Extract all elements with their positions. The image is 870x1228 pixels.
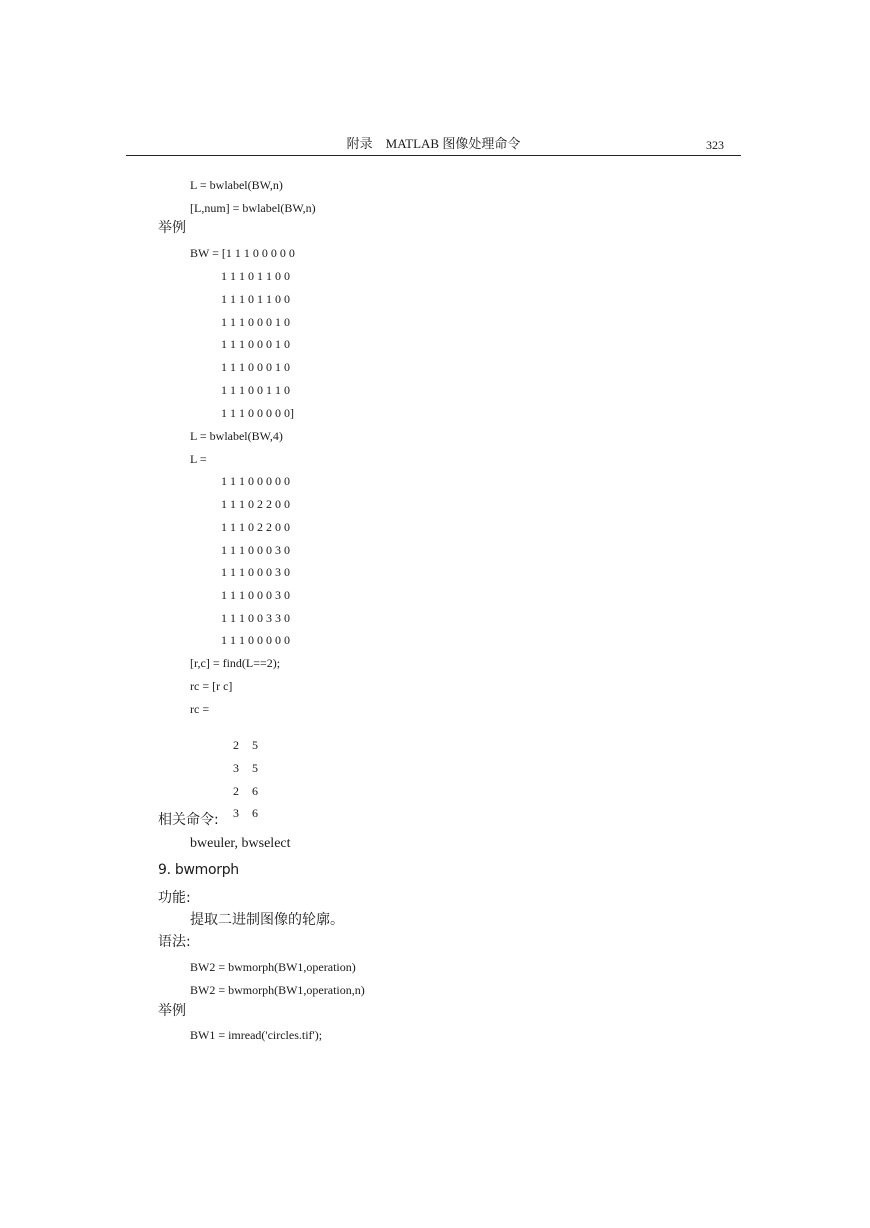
example-heading: 举例 bbox=[158, 220, 186, 236]
header-title: 附录 MATLAB 图像处理命令 bbox=[346, 136, 521, 151]
label-matrix-row: 1 1 1 0 0 0 3 0 bbox=[221, 588, 290, 602]
rc-call: rc = [r c] bbox=[190, 679, 233, 693]
bw-matrix-row: 1 1 1 0 0 1 1 0 bbox=[221, 383, 290, 397]
function-heading: 功能: bbox=[158, 890, 191, 906]
rc-row bbox=[221, 792, 258, 834]
section-title: 9. bwmorph bbox=[158, 862, 239, 878]
label-result-header: L = bbox=[190, 452, 207, 466]
label-matrix-row: 1 1 1 0 0 0 3 0 bbox=[221, 565, 290, 579]
rc-header: rc = bbox=[190, 702, 210, 716]
label-call: L = bwlabel(BW,4) bbox=[190, 429, 283, 443]
syntax-line: [L,num] = bwlabel(BW,n) bbox=[190, 201, 316, 215]
label-matrix-row: 1 1 1 0 0 0 0 0 bbox=[221, 633, 290, 647]
example-code-line: BW1 = imread('circles.tif'); bbox=[190, 1028, 323, 1042]
rc-row-value: 3 bbox=[233, 761, 239, 775]
label-matrix-row: 1 1 1 0 0 0 0 0 bbox=[221, 474, 290, 488]
running-header bbox=[126, 137, 741, 156]
bw-matrix-row: 1 1 1 0 0 0 1 0 bbox=[221, 337, 290, 351]
bw-matrix-row: 1 1 1 0 1 1 0 0 bbox=[221, 269, 290, 283]
rc-row-value: 2 bbox=[233, 784, 239, 798]
label-matrix-row: 1 1 1 0 0 0 3 0 bbox=[221, 543, 290, 557]
bw-matrix-row: 1 1 1 0 0 0 1 0 bbox=[221, 360, 290, 374]
syntax-heading: 语法: bbox=[158, 934, 191, 950]
bw-matrix-row: 1 1 1 0 1 1 0 0 bbox=[221, 292, 290, 306]
bw-matrix-row: 1 1 1 0 0 0 1 0 bbox=[221, 315, 290, 329]
rc-col-value: 5 bbox=[252, 761, 258, 775]
rc-row-value: 3 bbox=[233, 806, 239, 820]
rc-col-value: 6 bbox=[252, 784, 258, 798]
rc-row-value: 2 bbox=[233, 738, 239, 752]
label-matrix-row: 1 1 1 0 2 2 0 0 bbox=[221, 520, 290, 534]
function-description: 提取二进制图像的轮廓。 bbox=[190, 912, 344, 928]
related-commands: bweuler, bwselect bbox=[190, 836, 291, 851]
bwmorph-syntax-line: BW2 = bwmorph(BW1,operation,n) bbox=[190, 983, 365, 997]
label-matrix-row: 1 1 1 0 2 2 0 0 bbox=[221, 497, 290, 511]
related-heading: 相关命令: bbox=[158, 812, 219, 828]
example-heading: 举例 bbox=[158, 1003, 186, 1019]
syntax-line: L = bwlabel(BW,n) bbox=[190, 178, 283, 192]
rc-col-value: 5 bbox=[252, 738, 258, 752]
bw-matrix-row: 1 1 1 0 0 0 0 0] bbox=[221, 406, 294, 420]
page-number: 323 bbox=[706, 138, 724, 152]
rc-col-value: 6 bbox=[252, 806, 258, 820]
bwmorph-syntax-line: BW2 = bwmorph(BW1,operation) bbox=[190, 960, 356, 974]
bw-matrix-first-line: BW = [1 1 1 0 0 0 0 0 bbox=[190, 246, 295, 260]
find-call: [r,c] = find(L==2); bbox=[190, 656, 281, 670]
label-matrix-row: 1 1 1 0 0 3 3 0 bbox=[221, 611, 290, 625]
